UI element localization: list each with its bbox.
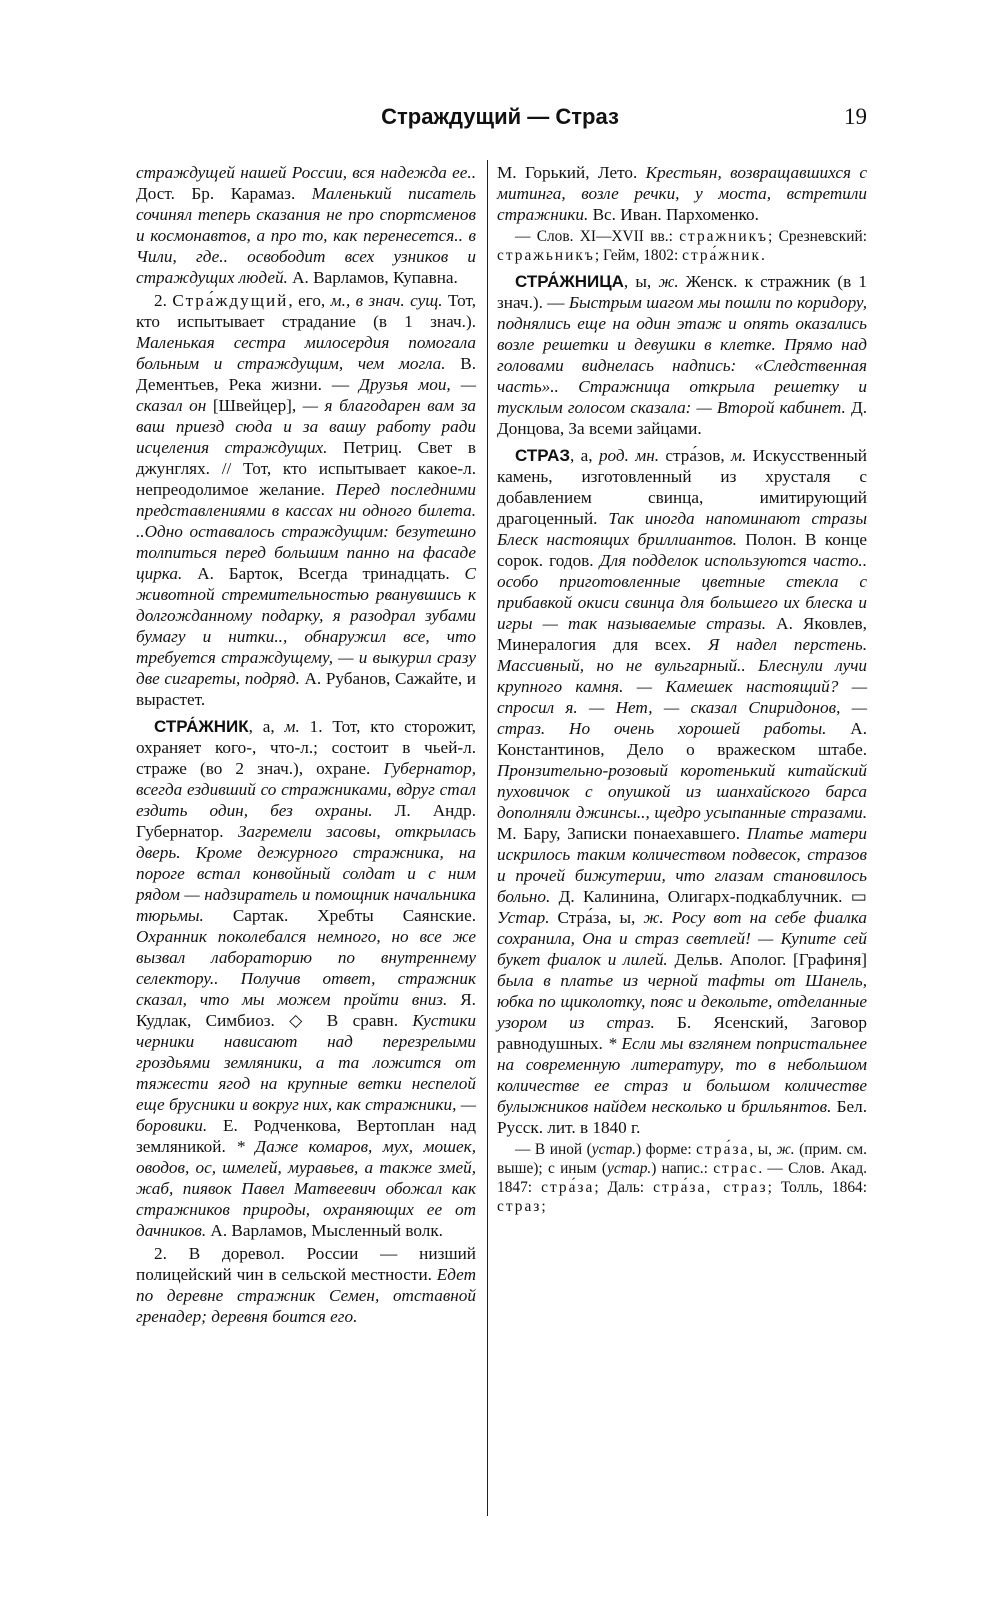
page-title: Страждущий — Страз (381, 104, 619, 129)
entry-sense-2-stradzhdushchiy (136, 290, 476, 710)
entry-strazhnik-continuation (497, 162, 867, 225)
text-run: , его, (288, 291, 331, 310)
text-run: стражьникъ (497, 247, 595, 264)
text-run: Д. Донцова, За всеми зайцами. (497, 398, 867, 438)
citation-text: Так иногда напоминают стразы Блеск настоящих бриллиантов. (497, 509, 867, 549)
text-run: А. Яковлев, Минералогия для всех. (497, 614, 867, 654)
citation-text: — я благодарен вам за ваш приезд сюда и за вашу работу ради исцеления страждущих. (136, 396, 476, 457)
column-divider (487, 160, 488, 1516)
headword: СТРА́ЖНИК (154, 717, 249, 736)
text-run: ; Срезневский: (768, 228, 867, 245)
citation-text: * Если мы взглянем попристальнее на современную литературу, то в небольшом количестве ее страз и большом количестве булыжников найдем несколько и брильянтов. (497, 1034, 867, 1116)
citation-text: ж. (776, 1141, 795, 1158)
citation-text: Маленькая сестра милосердия помогала больным и страждущим, чем могла. (136, 333, 476, 373)
text-run: стра́за (696, 1141, 750, 1158)
citation-text: ж. (658, 272, 679, 291)
text-run: А. Рубанов, Сажайте, и вырастет. (136, 669, 476, 709)
citation-text: Крестьян, возвращавшихся с митинга, возле речки, у моста, встретили стражники. (497, 163, 867, 224)
text-run: , а, (248, 717, 285, 736)
text-run: А. Варламов, Мысленный волк. (206, 1221, 443, 1240)
text-run: — Слов. XI—XVII вв.: (515, 228, 680, 245)
citation-text: страждущей нашей России, вся надежда ее.. (136, 163, 476, 182)
text-run (664, 908, 672, 927)
text-run: ; Гейм, 1802: (594, 247, 683, 264)
text-run: А. Барток, Всегда тринадцать. (182, 564, 465, 583)
citation-text: Для подделок используются часто.. особо приготовленные цветные стекла с прибавкой окиси свинца для большего их блеска и игры — так называемые стразы. (497, 551, 868, 633)
citation-text: Росу вот на себе фиалка сохранила, Она и страз светлей! — Купите сей букет фиалок и лилей. (497, 908, 867, 969)
text-run: , а, (570, 446, 599, 465)
text-run: стра́жник (682, 247, 761, 264)
text-run: Дост. Бр. Карамаз. (136, 184, 312, 203)
text-run: А. Константинов, Дело о вражеском штабе. (497, 719, 867, 759)
citation-text: Платье матери искрилось таким количеством подвесок, стразов и прочей бижутерии, что глазам становилось больно. (497, 824, 867, 906)
text-run: Женск. к стражник (в 1 знач.). — (497, 272, 867, 312)
right-column (497, 162, 867, 1218)
text-run: ) напис.: (651, 1160, 714, 1177)
citation-text: ж. (643, 908, 664, 927)
text-run: Д. Калинина, Олигарх-подкаблучник. ▭ (550, 887, 867, 906)
text-run: ) форме: (636, 1141, 697, 1158)
text-run: Сартак. Хребты Саянские. (203, 906, 476, 925)
entry-straz-etymology (497, 1140, 867, 1216)
text-run: (прим. см. выше); с иным ( (497, 1141, 868, 1177)
citation-text: Губернатор, всегда ездивший со стражниками, вдруг стал ездить один, без охраны. (136, 759, 476, 820)
text-run: Полон. В конце сорок. годов. (497, 530, 867, 570)
citation-text: Быстрым шагом мы пошли по коридору, поднялись еще на один этаж и опять оказались возле решетки и девушки в клетке. Прямо над головами виднелась надпись: «Следственная часть».. Стражница открыла решетку и тусклым голосом сказала: — Второй кабинет. (497, 293, 868, 417)
entry-strazhnik (136, 716, 476, 1241)
citation-text: Перед последними представлениями в кассах ни одного билета. ..Одно оставалось страждущим: безутешно толпиться перед большим панно на фасаде цирка. (136, 480, 476, 583)
citation-text: м. (284, 717, 300, 736)
citation-text: устар. (591, 1141, 636, 1158)
text-run: В. Дементьев, Река жизни. — (136, 354, 476, 394)
text-run: 2. (154, 291, 173, 310)
entry-strazhnik-etymology (497, 227, 867, 265)
text-run: А. Варламов, Купавна. (287, 268, 458, 287)
citation-text: * Даже комаров, мух, мошек, оводов, ос, шмелей, муравьев, а также змей, жаб, пиявок Павел Матвеевич обожал как стражников природы, охраняющих ее от дачников. (136, 1137, 476, 1240)
running-header (0, 104, 1000, 140)
citation-text: м., в знач. сущ. (330, 291, 443, 310)
text-run: . — Слов. Акад. 1847: (497, 1160, 867, 1196)
citation-text: Друзья мои, — сказал он (136, 375, 476, 415)
text-run: страс (713, 1160, 759, 1177)
text-run: стра́зов, (659, 446, 732, 465)
text-run: Петриц. Свет в джунглях. // Тот, кто испытывает какое-л. непреодолимое желание. (136, 438, 476, 499)
text-run: страз (497, 1198, 542, 1215)
text-run: , ы, (749, 1141, 777, 1158)
text-run: [Швейцер], (206, 396, 303, 415)
text-run: Вс. Иван. Пархоменко. (588, 205, 759, 224)
citation-text: Маленький писатель сочинял теперь сказания не про спортсменов и космонавтов, а про то, как перенесется.. в Чили, где.. освободит всех узников и страждущих людей. (136, 184, 476, 287)
text-run: . (760, 247, 765, 264)
text-run: М. Бару, Записки понаехавшего. (497, 824, 747, 843)
text-run: ; Толль, 1864: (767, 1179, 867, 1196)
text-run: ; Даль: (594, 1179, 654, 1196)
headword: СТРА́ЖНИЦА (515, 272, 624, 291)
citation-text: Загремели засовы, открылась дверь. Кроме дежурного стражника, на пороге встал конвойный солдат и с ним рядом — надзиратель и помощник начальника тюрьмы. (136, 822, 476, 925)
text-run: стра́за, страз (653, 1179, 768, 1196)
citation-text: Устар. (497, 908, 550, 927)
text-run: Дельв. Аполог. [Графиня] (667, 950, 868, 969)
citation-text: была в платье из черной тафты от Шанель, юбка по щиколотку, пояс и декольте, отделанные узором из страз. (497, 971, 867, 1032)
text-run: стражникъ (679, 228, 769, 245)
text-run: Е. Родченкова, Вертоплан над земляникой. (136, 1116, 476, 1156)
text-run: Тот, кто испытывает страдание (в 1 знач.). (136, 291, 477, 331)
text-run: 1. Тот, кто сторожит, охраняет кого-, что-л.; состоит в чьей-л. страже (во 2 знач.), охране. (136, 717, 476, 778)
headword: СТРАЗ (515, 446, 571, 465)
text-run: — В иной ( (515, 1141, 592, 1158)
text-run: Стра́за, ы, (549, 908, 644, 927)
citation-text: Охранник поколебался немного, но все же вызвал лабораторию по внутреннему селектору.. Получив ответ, стражник сказал, что мы можем пройти вниз. (136, 927, 476, 1009)
text-run: , ы, (623, 272, 659, 291)
page-number: 19 (844, 104, 867, 129)
citation-text: Едет по деревне стражник Семен, отставной гренадер; деревня боится его. (136, 1265, 476, 1326)
entry-strazhnik-sense-2 (136, 1243, 476, 1327)
text-run: ; (541, 1198, 546, 1215)
entry-continuation-citations (136, 162, 476, 288)
entry-strazhnitsa (497, 271, 867, 439)
text-run: Л. Андр. Губернатор. (136, 801, 476, 841)
text-run: 2. В доревол. России — низший полицейский чин в сельской местности. (136, 1244, 476, 1284)
citation-text: устар. (607, 1160, 652, 1177)
citation-text: род. мн. (598, 446, 660, 465)
text-run: Б. Ясенский, Заговор равнодушных. (497, 1013, 867, 1053)
text-run: Стра́ждущий (172, 291, 289, 310)
text-run: Я. Кудлак, Симбиоз. ◇ В сравн. (136, 990, 476, 1030)
text-run: Бел. Русск. лит. в 1840 г. (497, 1097, 867, 1137)
citation-text: Я надел перстень. Массивный, но не вульгарный.. Блеснули лучи крупного камня. — Камешек настоящий? — спросил я. — Нет, — сказал Спиридонов, — страз. Но очень хорошей работы. (497, 635, 867, 738)
text-run: М. Горький, Лето. (497, 163, 646, 182)
citation-text: Кустики черники нависают над перезрелыми гроздьями земляники, а та ложится от тяжести ягод на крупные ветки неспелой еще брусники и вокруг них, как стражники, — боровики. (136, 1011, 476, 1135)
citation-text: м. (731, 446, 747, 465)
citation-text: Пронзительно-розовый коротенький китайский пуховичок с опушкой из шанхайского барса дополняли джинсы.., щедро усыпанные стразами. (497, 761, 867, 822)
entry-straz (497, 445, 867, 1138)
citation-text: С животной стремительностью рванувшись к долгожданному подарку, я разодрал зубами бумагу и нитки.., обнаружил все, что требуется страждущему, — и выкурил сразу две сигареты, подряд. (136, 564, 476, 688)
text-run: стра́за (541, 1179, 595, 1196)
text-run: Искусственный камень, изготовленный из хрусталя с добавлением свинца, имитирующий драгоценный. (497, 446, 867, 528)
left-column (136, 162, 476, 1329)
